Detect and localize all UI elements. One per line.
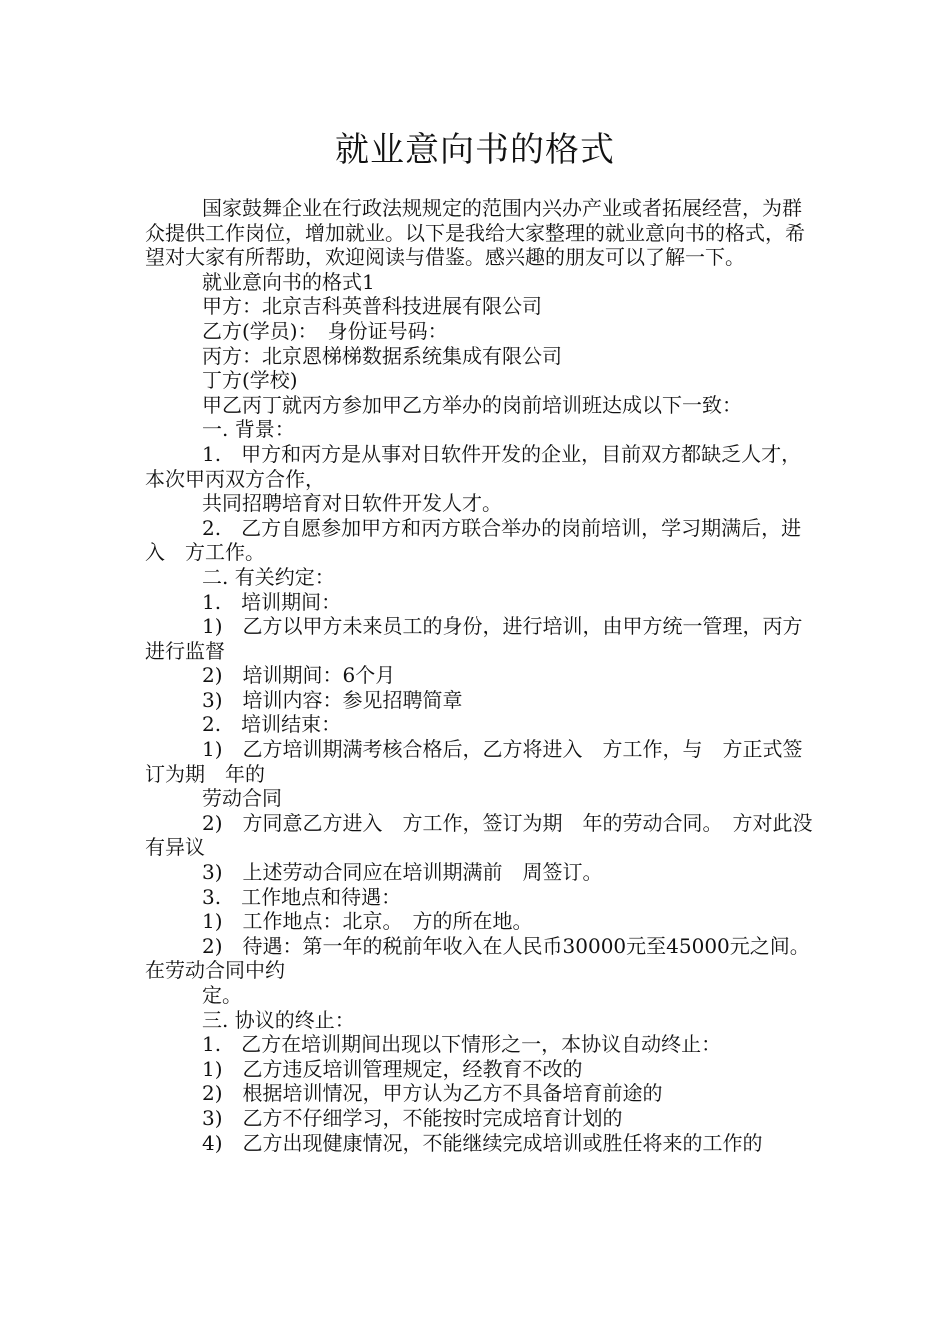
paragraph: 1. 甲方和丙方是从事对日软件开发的企业，目前双方都缺乏人才，本次甲丙双方合作， — [145, 441, 802, 491]
paragraph: 劳动合同 — [202, 786, 282, 811]
paragraph: 1. 乙方在培训期间出现以下情形之一，本协议自动终止： — [202, 1032, 722, 1057]
paragraph: 2) 待遇：第一年的税前年收入在人民币30000元至45000元之间。在劳动合同中约 — [145, 933, 810, 983]
paragraph: 甲乙丙丁就丙方参加甲乙方举办的岗前培训班达成以下一致： — [202, 392, 742, 417]
paragraph: 1) 工作地点：北京。 方的所在地。 — [202, 909, 533, 934]
paragraph: 丙方：北京恩梯梯数据系统集成有限公司 — [202, 343, 562, 368]
paragraph: 1) 乙方以甲方未来员工的身份，进行培训，由甲方统一管理，丙方进行监督 — [145, 614, 803, 663]
paragraph: 定。 — [202, 983, 242, 1007]
paragraph: 1) 乙方违反培训管理规定，经教育不改的 — [202, 1056, 583, 1081]
paragraph: 乙方(学员)： 身份证号码： — [202, 318, 448, 343]
paragraph: 2. 乙方自愿参加甲方和丙方联合举办的岗前培训，学习期满后，进入 方工作。 — [145, 515, 802, 565]
paragraph: 甲方：北京吉科英普科技进展有限公司 — [202, 294, 542, 319]
paragraph: 3) 培训内容：参见招聘简章 — [202, 687, 463, 712]
paragraph: 一. 背景： — [202, 417, 295, 442]
document-body — [145, 196, 817, 1155]
paragraph: 3) 乙方不仔细学习，不能按时完成培育计划的 — [202, 1105, 623, 1130]
paragraph: 丁方(学校) — [202, 368, 298, 393]
paragraph: 三. 协议的终止： — [202, 1007, 355, 1032]
paragraph: 2. 培训结束： — [202, 712, 342, 737]
paragraph: 2) 方同意乙方进入 方工作，签订为期 年的劳动合同。 方对此没有异议 — [145, 810, 813, 860]
paragraph: 1. 培训期间： — [202, 589, 342, 614]
paragraph: 3. 工作地点和待遇： — [202, 884, 402, 909]
paragraph: 二. 有关约定： — [202, 564, 335, 589]
paragraph: 2) 根据培训情况，甲方认为乙方不具备培育前途的 — [202, 1081, 663, 1106]
document-title: 就业意向书的格式 — [335, 130, 615, 170]
paragraph: 国家鼓舞企业在行政法规规定的范围内兴办产业或者拓展经营，为群众提供工作岗位，增加就业。以下是我给大家整理的就业意向书的格式，希望对大家有所帮助，欢迎阅读与借鉴。感兴趣的朋友可以了解一下。 — [145, 196, 805, 270]
paragraph: 共同招聘培育对日软件开发人才。 — [202, 491, 502, 516]
paragraph: 4) 乙方出现健康情况，不能继续完成培训或胜任将来的工作的 — [202, 1130, 763, 1155]
paragraph: 2) 培训期间：6个月 — [202, 663, 396, 688]
paragraph: 就业意向书的格式1 — [202, 269, 375, 294]
paragraph: 3) 上述劳动合同应在培训期满前 周签订。 — [202, 860, 603, 885]
paragraph: 1) 乙方培训期满考核合格后，乙方将进入 方工作，与 方正式签订为期 年的 — [145, 737, 803, 786]
